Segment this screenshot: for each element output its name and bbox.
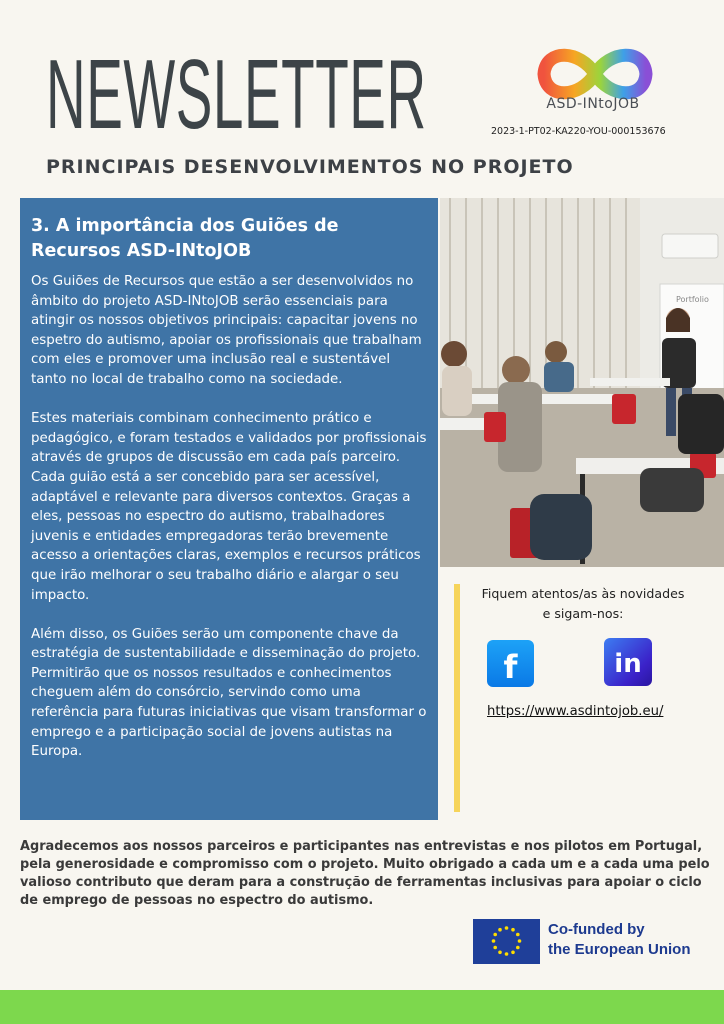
article-paragraph-2: Estes materiais combinam conhecimento prático e pedagógico, e foram testados e validados por profissionais através de grupos de discussão em cada país parceiro. Cada guião está a ser concebido para ser acessível, adaptável e relevante para diversos contextos. Graças a eles, pessoas no espectro do autismo, trabalhadores juvenis e entidades empregadoras terão brevemente acesso a orientações claras, exemplos e recursos práticos que irão melhorar o seu trabalho diário e alargar o seu impacto. [31,411,427,603]
section-heading [31,214,427,264]
eu-flag-icon [473,919,540,964]
classroom-photo-illustration [440,198,724,567]
logo-text: ASD-INtoJOB [546,96,640,112]
section-heading-line1: 3. A importância dos Guiões de [31,216,339,236]
accent-bar [454,584,460,812]
facebook-glyph: f [503,648,518,686]
follow-line-2: e sigam-nos: [542,606,624,621]
newsletter-title: NEWSLETTER [46,39,427,149]
footer-bar [0,990,724,1024]
article-paragraph-1: Os Guiões de Recursos que estão a ser desenvolvidos no âmbito do projeto ASD-INtoJOB serão essenciais para atingir os nossos objetivos principais: capacitar jovens no espetro do autismo, apoiar os profissionais que trabalham com eles e promover uma inclusão real e sustentável tanto no local de trabalho como na sociedade. [31,274,422,387]
section-heading-line2: Recursos ASD-INtoJOB [31,241,252,261]
whiteboard-text: Portfolio [676,295,709,304]
eu-line-2: the European Union [548,941,691,958]
eu-line-1: Co-funded by [548,921,645,938]
facebook-icon[interactable] [487,640,534,687]
follow-us-text [466,584,700,624]
website-link[interactable]: https://www.asdintojob.eu/ [487,704,664,719]
page-subtitle: PRINCIPAIS DESENVOLVIMENTOS NO PROJETO [46,156,574,178]
article-paragraph-3: Além disso, os Guiões serão um componente chave da estratégia de sustentabilidade e disseminação do projeto. Permitirão que os nossos resultados e conhecimentos cheguem além do consórcio, servindo como uma referência para futuras iniciativas que visam transformar o emprego e a participação social de jovens autistas na Europa. [31,626,427,760]
linkedin-glyph: in [614,649,642,679]
project-code: 2023-1-PT02-KA220-YOU-000153676 [491,126,666,137]
follow-line-1: Fiquem atentos/as às novidades [481,586,685,601]
thanks-paragraph: Agradecemos aos nossos parceiros e participantes nas entrevistas e nos pilotos em Portugal, pela generosidade e compromisso com o projeto. Muito obrigado a cada um e a cada uma pelo valioso contributo que deram para a construção de ferramentas inclusivas para apoiar o ciclo de emprego de pessoas no espectro do autismo. [20,839,710,908]
classroom-photo [440,198,724,567]
linkedin-icon[interactable] [604,638,652,686]
eu-cofunded-text [548,920,691,960]
article-panel [20,198,438,820]
